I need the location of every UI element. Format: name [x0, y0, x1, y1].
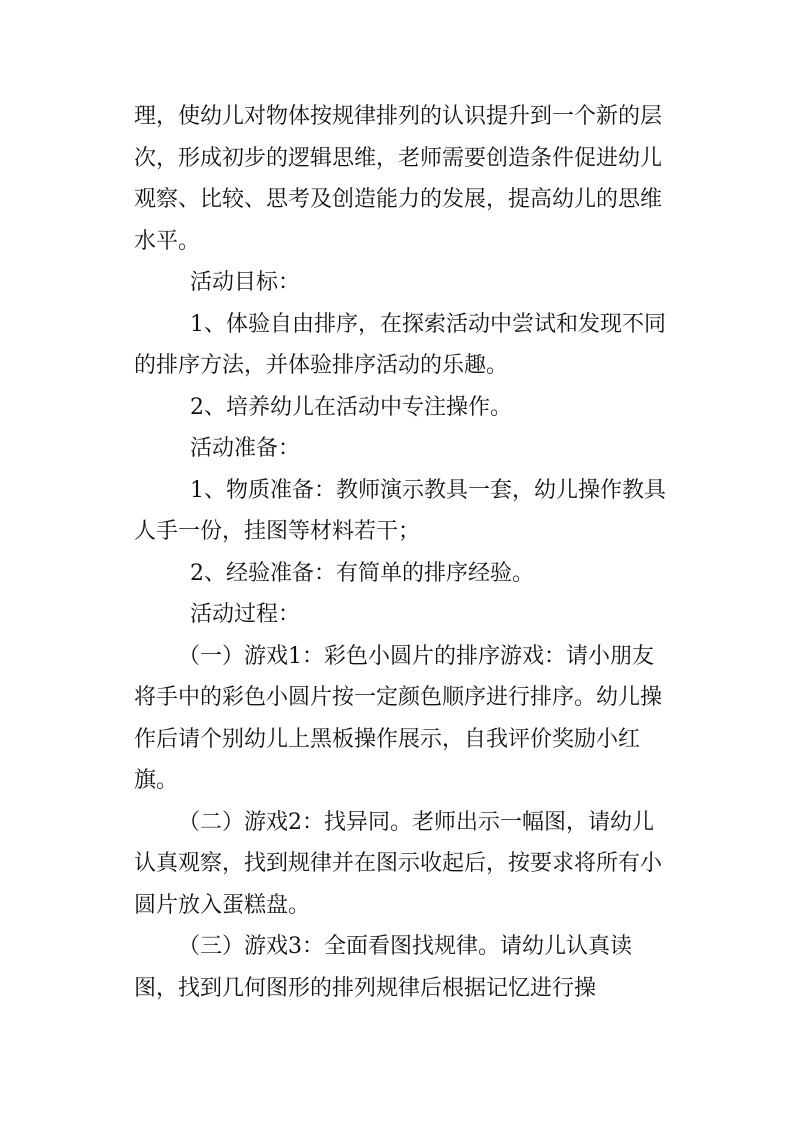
process-step-1: （一）游戏1：彩色小圆片的排序游戏：请小朋友将手中的彩色小圆片按一定颜色顺序进行排序。幼儿操作后请个别幼儿上黑板操作展示，自我评价奖励小红旗。	[134, 643, 663, 793]
goal-item-2: 2、培养幼儿在活动中专注操作。	[190, 394, 512, 420]
paragraph-continuation: 理，使幼儿对物体按规律排列的认识提升到一个新的层次，形成初步的逻辑思维，老师需要创造条件促进幼儿观察、比较、思考及创造能力的发展，提高幼儿的思维水平。	[134, 104, 663, 254]
heading-activity-process: 活动过程：	[190, 602, 301, 627]
heading-activity-preparation: 活动准备：	[190, 436, 301, 461]
document-body	[134, 96, 674, 1009]
process-step-2: （二）游戏2：找异同。老师出示一幅图，请幼儿认真观察，找到规律并在图示收起后，按要求将所有小圆片放入蛋糕盘。	[134, 809, 663, 918]
process-step-3: （三）游戏3：全面看图找规律。请幼儿认真读图，找到几何图形的排列规律后根据记忆进行操	[134, 934, 632, 1001]
preparation-item-2: 2、经验准备：有简单的排序经验。	[190, 560, 534, 586]
preparation-item-1: 1、物质准备：教师演示教具一套，幼儿操作教具人手一份，挂图等材料若干；	[134, 477, 666, 544]
heading-activity-goals: 活动目标：	[190, 270, 301, 295]
goal-item-1: 1、体验自由排序，在探索活动中尝试和发现不同的排序方法，并体验排序活动的乐趣。	[134, 311, 666, 378]
